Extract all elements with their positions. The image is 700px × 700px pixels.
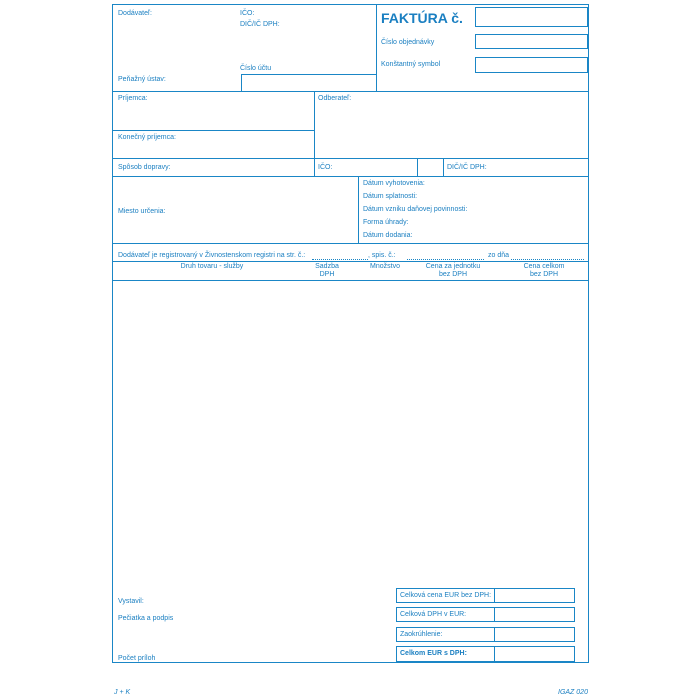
items-body[interactable] bbox=[113, 281, 588, 581]
total-vat-label: Celková DPH v EUR: bbox=[400, 611, 467, 618]
order-number-field[interactable] bbox=[475, 34, 588, 49]
rounding-label: Zaokrúhlenie: bbox=[400, 631, 443, 638]
recipient-label: Príjemca: bbox=[118, 95, 148, 102]
dates-divider bbox=[358, 176, 359, 243]
final-recipient-line bbox=[112, 158, 315, 159]
total-without-vat-row[interactable] bbox=[396, 588, 575, 603]
payment-method-label: Forma úhrady: bbox=[363, 219, 409, 226]
constant-symbol-label: Konštantný symbol bbox=[381, 61, 441, 68]
invoice-title: FAKTÚRA č. bbox=[381, 10, 463, 26]
recipient-line bbox=[112, 130, 315, 131]
invoice-number-field[interactable] bbox=[475, 7, 588, 27]
final-recipient-label: Konečný príjemca: bbox=[118, 134, 176, 141]
constant-symbol-field[interactable] bbox=[475, 57, 588, 73]
account-number-label: Číslo účtu bbox=[240, 65, 272, 72]
column-unit-price bbox=[414, 263, 492, 279]
stamp-signature-label: Pečiatka a podpis bbox=[118, 615, 174, 622]
column-quantity: Množstvo bbox=[370, 263, 400, 270]
table-header-top bbox=[112, 261, 589, 262]
delivery-date-label: Dátum dodania: bbox=[363, 232, 413, 239]
account-number-field[interactable] bbox=[241, 74, 377, 92]
column-goods: Druh tovaru - služby bbox=[180, 263, 244, 270]
customer-dic-divider bbox=[443, 158, 444, 176]
column-unit-price-line1: Cena za jednotku bbox=[425, 263, 481, 270]
supplier-dic-label: DIČ/IČ DPH: bbox=[240, 21, 280, 28]
registry-text: Dodávateľ je registrovaný v Živnostenskom registri na str. č.: bbox=[118, 252, 306, 259]
registry-date-dots bbox=[511, 259, 584, 260]
total-with-vat-row[interactable] bbox=[396, 646, 575, 662]
transport-label: Spôsob dopravy: bbox=[118, 164, 171, 171]
bank-label: Peňažný ústav: bbox=[118, 76, 166, 83]
form-code: IGAZ 020 bbox=[558, 689, 588, 696]
registry-page-dots bbox=[312, 259, 368, 260]
column-vat-rate-line1: Sadzba bbox=[315, 263, 339, 270]
column-total-line1: Cena celkom bbox=[523, 263, 565, 270]
issued-by-label: Vystavil: bbox=[118, 598, 144, 605]
registry-file-label: , spis. č.: bbox=[368, 252, 396, 259]
registry-file-dots bbox=[407, 259, 484, 260]
rounding-row[interactable] bbox=[396, 627, 575, 642]
total-with-vat-label: Celkom EUR s DPH: bbox=[400, 650, 467, 657]
customer-dic-label: DIČ/IČ DPH: bbox=[447, 164, 487, 171]
supplier-ico-label: IČO: bbox=[240, 10, 255, 17]
customer-ico-label: IČO: bbox=[318, 164, 333, 171]
customer-bottom-line bbox=[314, 158, 589, 159]
total-vat-row[interactable] bbox=[396, 607, 575, 622]
column-total bbox=[500, 263, 588, 279]
parties-bottom-line bbox=[112, 176, 589, 177]
column-vat-rate bbox=[312, 263, 342, 279]
column-vat-rate-line2: DPH bbox=[319, 271, 335, 278]
issue-date-label: Dátum vyhotovenia: bbox=[363, 180, 425, 187]
customer-label: Odberateľ: bbox=[318, 95, 352, 102]
registry-date-label: zo dňa bbox=[488, 252, 510, 259]
supplier-label: Dodávateľ: bbox=[118, 10, 152, 17]
destination-label: Miesto určenia: bbox=[118, 208, 166, 215]
total-vat-divider bbox=[494, 608, 495, 621]
column-unit-price-line2: bez DPH bbox=[438, 271, 467, 278]
tax-date-label: Dátum vzniku daňovej povinnosti: bbox=[363, 206, 468, 213]
parties-divider bbox=[314, 91, 315, 176]
dates-bottom-line bbox=[112, 243, 589, 244]
total-without-vat-label: Celková cena EUR bez DPH: bbox=[400, 592, 492, 599]
order-number-label: Číslo objednávky bbox=[381, 39, 435, 46]
attachments-label: Počet príloh bbox=[118, 655, 156, 662]
rounding-divider bbox=[494, 628, 495, 641]
due-date-label: Dátum splatnosti: bbox=[363, 193, 418, 200]
customer-ico-divider bbox=[417, 158, 418, 176]
column-total-line2: bez DPH bbox=[529, 271, 558, 278]
total-with-vat-divider bbox=[494, 647, 495, 661]
total-without-vat-divider bbox=[494, 589, 495, 602]
publisher-mark: J + K bbox=[114, 689, 131, 696]
